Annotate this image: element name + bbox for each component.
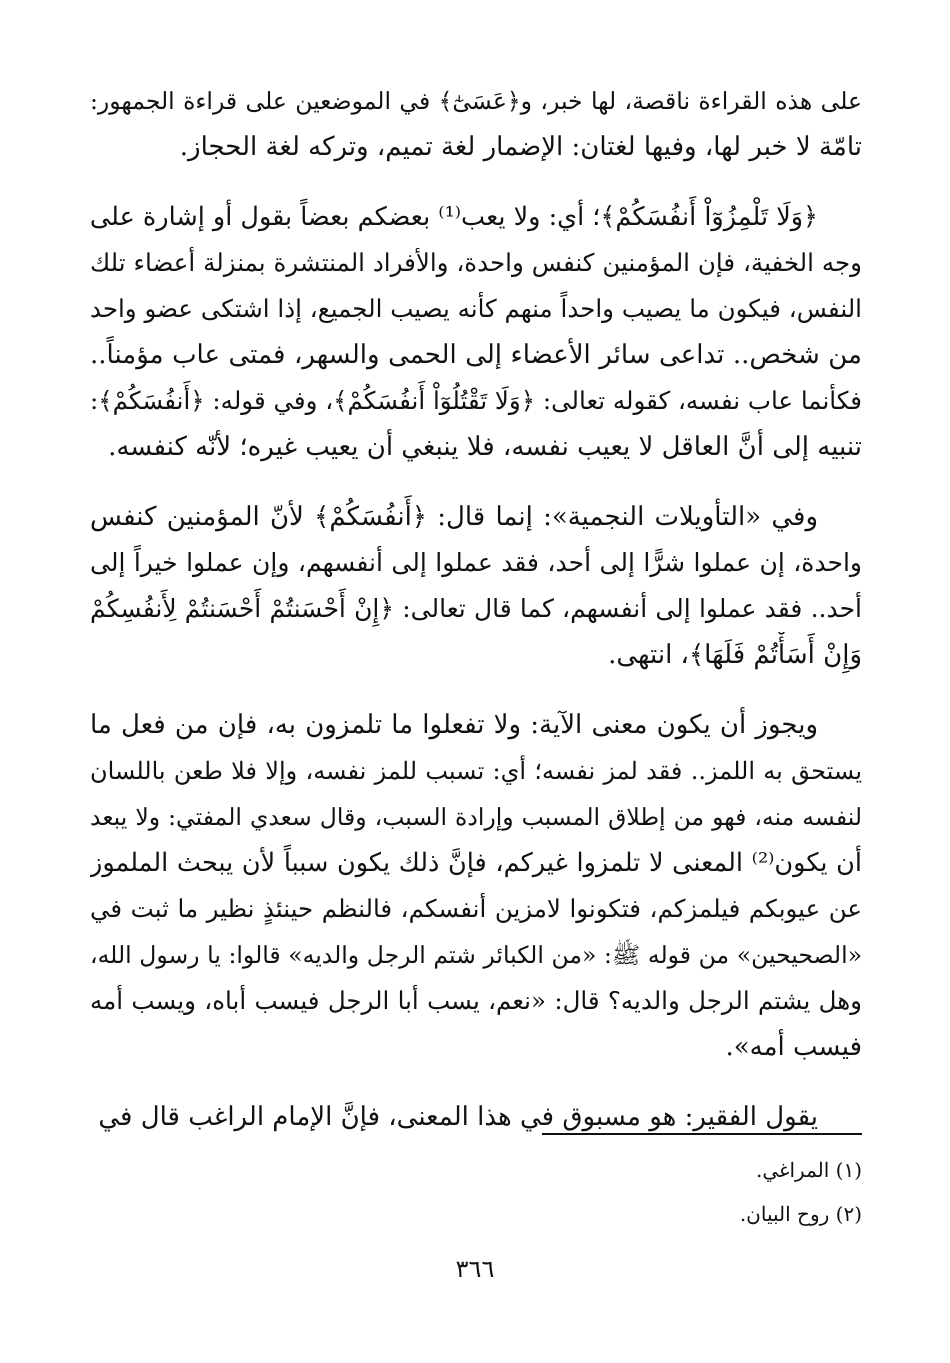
text-line: وهل يشتم الرجل والديه؟ قال: «نعم، يسب أبا الرجل فيسب أباه، ويسب أمه: [90, 986, 862, 1015]
text-line: يقول الفقير: هو مسبوق في هذا المعنى، فإنَّ الإمام الراغب قال في: [98, 1102, 818, 1132]
text-line: أن يكون⁽²⁾ المعنى لا تلمزوا غيركم، فإنَّ ذلك يكون سبباً لأن يبحث الملموز: [90, 848, 862, 878]
text-line: ويجوز أن يكون معنى الآية: ولا تفعلوا ما تلمزون به، فإن من فعل ما: [90, 710, 818, 740]
text-line: عن عيوبكم فيلمزكم، فتكونوا لامزين أنفسكم، فالنظم حينئذٍ نظير ما ثبت في: [90, 894, 862, 923]
text-line: ﴿وَلَا تَلْمِزُوٓاْ أَنفُسَكُمْ﴾؛ أي: ولا يعب⁽¹⁾ بعضكم بعضاً بقول أو إشارة على: [90, 202, 818, 232]
text-line: تنبيه إلى أنَّ العاقل لا يعيب نفسه، فلا ينبغي أن يعيب غيره؛ لأنّه كنفسه.: [108, 432, 862, 462]
paragraph-4: [90, 702, 862, 1070]
text-line: على هذه القراءة ناقصة، لها خبر، و﴿عَسَىٰٓ﴾ في الموضعين على قراءة الجمهور:: [90, 87, 862, 115]
text-line: «الصحيحين» من قوله ﷺ: «من الكبائر شتم الرجل والديه» قالوا: يا رسول الله،: [90, 941, 862, 969]
footnote-1: (١) المراغي.: [755, 1158, 862, 1182]
footnotes: [462, 1148, 862, 1236]
text-line: وجه الخفية، فإن المؤمنين كنفس واحدة، والأفراد المنتشرة بمنزلة أعضاء تلك: [90, 248, 862, 277]
text-line: أحد.. فقد عملوا إلى أنفسهم، كما قال تعالى: ﴿إِنْ أَحْسَنتُمْ أَحْسَنتُمْ لِأَنفُسِكُمْ: [90, 594, 862, 623]
page-number: ٣٦٦: [455, 1255, 495, 1283]
text-line: واحدة، إن عملوا شرًّا إلى أحد، فقد عملوا إلى أنفسهم، وإن عملوا خيراً إلى: [90, 548, 862, 577]
text-line: وفي «التأويلات النجمية»: إنما قال: ﴿أَنفُسَكُمْ﴾ لأنّ المؤمنين كنفس: [90, 502, 818, 532]
text-line: يستحق به اللمز.. فقد لمز نفسه؛ أي: تسبب للمز نفسه، وإلا فلا طعن باللسان: [90, 757, 862, 785]
paragraph-1: [90, 78, 862, 170]
text-line: فيسب أمه».: [725, 1032, 862, 1062]
main-text: [90, 78, 862, 1164]
footnote-2: (٢) روح البيان.: [739, 1202, 862, 1226]
paragraph-2: [90, 194, 862, 470]
text-line: من شخص.. تداعى سائر الأعضاء إلى الحمى والسهر، فمتى عاب مؤمناً..: [90, 340, 862, 370]
text-line: النفس، فيكون ما يصيب واحداً منهم كأنه يصيب الجميع، إذا اشتكى عضو واحد: [90, 294, 862, 323]
text-line: تامّة لا خبر لها، وفيها لغتان: الإضمار لغة تميم، وتركه لغة الحجاز.: [179, 132, 862, 162]
text-line: وَإِنْ أَسَأْتُمْ فَلَهَا﴾، انتهى.: [608, 640, 862, 670]
paragraph-3: [90, 494, 862, 678]
footnote-divider: [542, 1133, 862, 1135]
text-line: فكأنما عاب نفسه، كقوله تعالى: ﴿وَلَا تَقْتُلُوٓاْ أَنفُسَكُمْ﴾، وفي قوله: ﴿أَنفُسَكُمْ﴾:: [90, 386, 862, 415]
text-line: لنفسه منه، فهو من إطلاق المسبب وإرادة السبب، وقال سعدي المفتي: ولا يبعد: [90, 803, 862, 831]
